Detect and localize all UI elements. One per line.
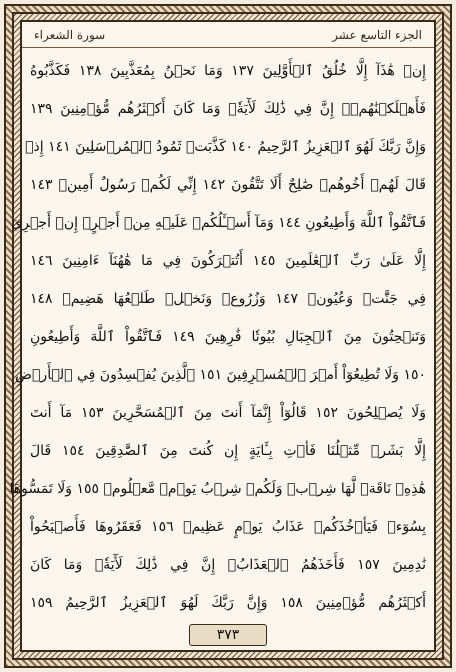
text-line: إِنۡ هَٰذَآ إِلَّا خُلُقُ ٱلۡأَوَّلِينَ ١٣٧ وَمَا نَحۡنُ بِمُعَذَّبِينَ ١٣٨ فَكَذَّبُوهُ bbox=[30, 63, 426, 79]
text-line: قَالَ لَهُمۡ أَخُوهُمۡ صَٰلِحٌ أَلَا تَتَّقُونَ ١٤٢ إِنِّي لَكُمۡ رَسُولٌ أَمِينٞ ١٤٣ bbox=[30, 177, 426, 193]
text-line: إِلَّا عَلَىٰ رَبِّ ٱلۡعَٰلَمِينَ ١٤٥ أَتُتۡرَكُونَ فِي مَا هَٰهُنَآ ءَامِنِينَ ١٤٦ bbox=[30, 253, 426, 269]
text-line: أَكۡثَرُهُم مُّؤۡمِنِينَ ١٥٨ وَإِنَّ رَبَّكَ لَهُوَ ٱلۡعَزِيزُ ٱلرَّحِيمُ ١٥٩ bbox=[30, 595, 427, 611]
text-line: فَأَهۡلَكۡنَٰهُمۡۚ إِنَّ فِي ذَٰلِكَ لَأٓيَةٗۖ وَمَا كَانَ أَكۡثَرُهُم مُّؤۡمِنِينَ ١٣٩ bbox=[30, 101, 426, 117]
text-line: ١٥٠ وَلَا تُطِيعُوٓاْ أَمۡرَ ٱلۡمُسۡرِفِينَ ١٥١ ٱلَّذِينَ يُفۡسِدُونَ فِي ٱلۡأَرۡضِ bbox=[15, 367, 426, 383]
text-line: فَٱتَّقُواْ ٱللَّهَ وَأَطِيعُونِ ١٤٤ وَمَآ أَسۡـَٔلُكُمۡ عَلَيۡهِ مِنۡ أَجۡرٍۖ إِنۡ أَجۡرِيَ bbox=[11, 215, 426, 231]
text-line: هَٰذِهِۦ نَاقَةٞ لَّهَا شِرۡبٞ وَلَكُمۡ شِرۡبُ يَوۡمٖ مَّعۡلُومٖ ١٥٥ وَلَا تَمَسُّوهَا bbox=[9, 481, 426, 497]
page-footer bbox=[22, 620, 434, 650]
juz-title: الجزء التاسع عشر bbox=[332, 27, 422, 42]
text-line: وَتَنۡحِتُونَ مِنَ ٱلۡجِبَالِ بُيُوتٗا فَٰرِهِينَ ١٤٩ فَٱتَّقُواْ ٱللَّهَ وَأَطِيعُونِ bbox=[30, 329, 426, 345]
page-number: ٣٧٣ bbox=[189, 624, 267, 646]
page-header bbox=[22, 22, 434, 48]
text-line: بِسُوٓءٖ فَيَأۡخُذَكُمۡ عَذَابُ يَوۡمٍ عَظِيمٖ ١٥٦ فَعَقَرُوهَا فَأَصۡبَحُواْ bbox=[30, 519, 427, 535]
text-line: وَإِنَّ رَبَّكَ لَهُوَ ٱلۡعَزِيزُ ٱلرَّحِيمُ ١٤٠ كَذَّبَتۡ ثَمُودُ ٱلۡمُرۡسَلِينَ ١٤١ إِذۡ bbox=[25, 139, 426, 155]
text-line: وَلَا يُصۡلِحُونَ ١٥٢ قَالُوٓاْ إِنَّمَآ أَنتَ مِنَ ٱلۡمُسَحَّرِينَ ١٥٣ مَآ أَنتَ bbox=[30, 405, 427, 421]
text-line: نَٰدِمِينَ ١٥٧ فَأَخَذَهُمُ ٱلۡعَذَابُۚ إِنَّ فِي ذَٰلِكَ لَأٓيَةٗۖ وَمَا كَانَ bbox=[30, 557, 426, 573]
text-line: فِي جَنَّٰتٖ وَعُيُونٖ ١٤٧ وَزُرُوعٖ وَنَخۡلٖ طَلۡعُهَا هَضِيمٞ ١٤٨ bbox=[30, 291, 426, 307]
text-line: إِلَّا بَشَرٞ مِّثۡلُنَا فَأۡتِ بِـَٔايَةٍ إِن كُنتَ مِنَ ٱلصَّٰدِقِينَ ١٥٤ قَالَ bbox=[30, 443, 426, 459]
text-frame bbox=[9, 20, 436, 652]
surah-title: سورة الشعراء bbox=[34, 27, 106, 42]
verse-text-block bbox=[9, 52, 427, 616]
